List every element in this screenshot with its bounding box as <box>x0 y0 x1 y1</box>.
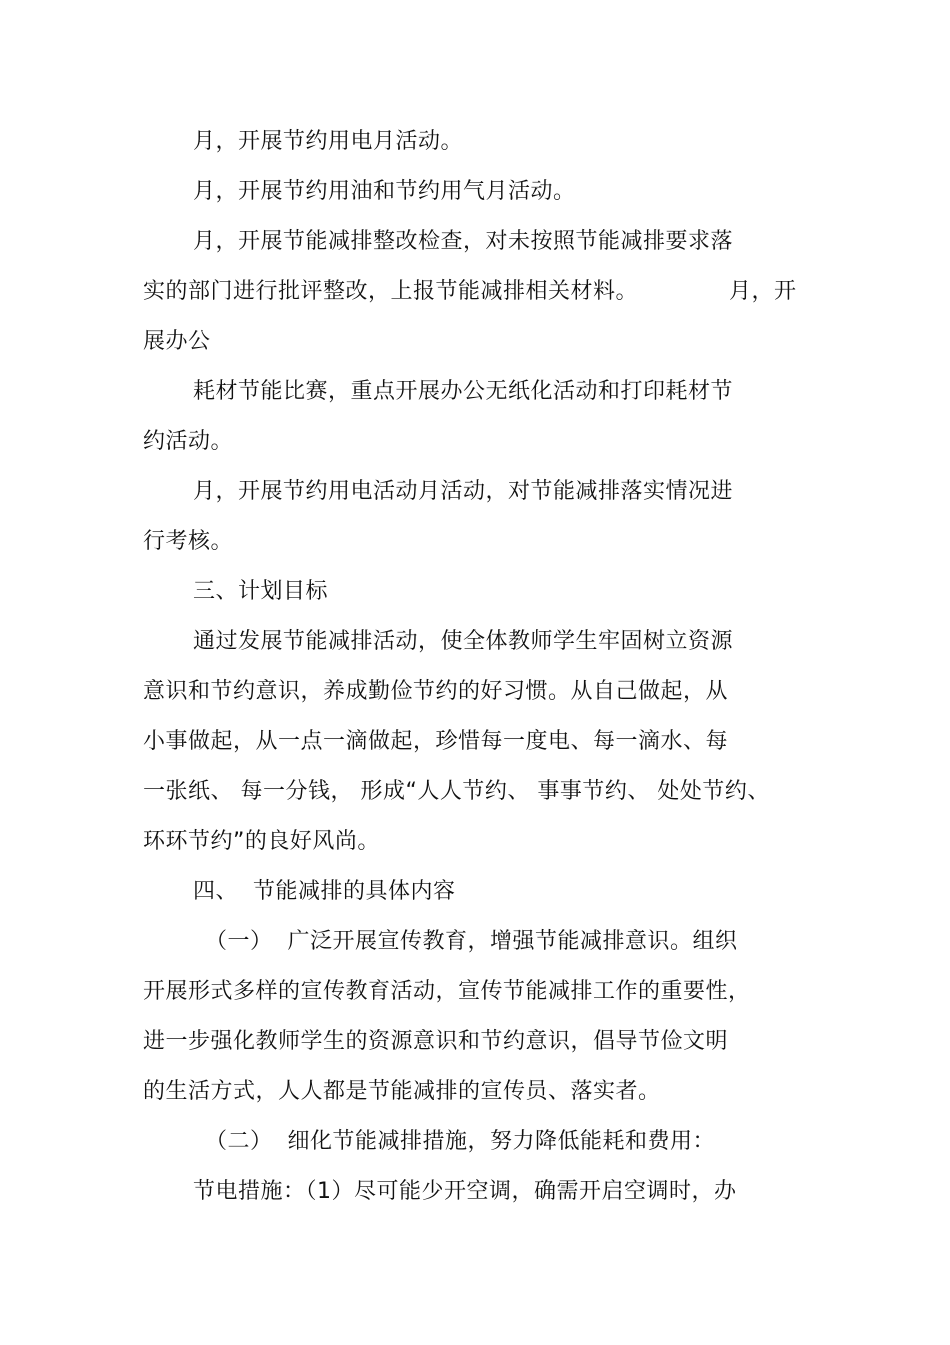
section-heading: 四、 节能减排的具体内容 <box>193 879 456 904</box>
paragraph-line: 小事做起，从一点一滴做起，珍惜每一度电、每一滴水、每 <box>143 729 729 754</box>
paragraph-line: 一张纸、 每一分钱， 形成“人人节约、 事事节约、 处处节约、 <box>143 779 770 804</box>
paragraph-line: 月，开展节约用电月活动。 <box>193 129 464 154</box>
paragraph-line: 开展形式多样的宣传教育活动，宣传节能减排工作的重要性， <box>143 979 751 1004</box>
paragraph-line: （一） 广泛开展宣传教育，增强节能减排意识。组织 <box>205 929 738 954</box>
paragraph-line: 的生活方式，人人都是节能减排的宣传员、落实者。 <box>143 1079 661 1104</box>
paragraph-line: 月，开展节约用油和节约用气月活动。 <box>193 179 576 204</box>
paragraph-line: （二） 细化节能减排措施，努力降低能耗和费用： <box>205 1129 715 1154</box>
paragraph-line: 进一步强化教师学生的资源意识和节约意识，倡导节俭文明 <box>143 1029 729 1054</box>
paragraph-line: 行考核。 <box>143 529 234 554</box>
paragraph-line: 耗材节能比赛，重点开展办公无纸化活动和打印耗材节 <box>193 379 734 404</box>
paragraph-line: 月，开展节能减排整改检查，对未按照节能减排要求落 <box>193 229 734 254</box>
paragraph-line: 约活动。 <box>143 429 234 454</box>
paragraph-line: 意识和节约意识，养成勤俭节约的好习惯。从自己做起，从 <box>143 679 729 704</box>
paragraph-line: 环环节约”的良好风尚。 <box>143 829 380 854</box>
section-heading: 三、计划目标 <box>193 579 329 604</box>
paragraph-line: 通过发展节能减排活动，使全体教师学生牢固树立资源 <box>193 629 734 654</box>
paragraph-line: 月，开 <box>729 279 797 304</box>
paragraph-line: 实的部门进行批评整改，上报节能减排相关材料。 <box>143 279 639 304</box>
paragraph-line: 节电措施：（1）尽可能少开空调，确需开启空调时，办 <box>193 1179 737 1204</box>
paragraph-line: 展办公 <box>143 329 211 354</box>
paragraph-line: 月，开展节约用电活动月活动，对节能减排落实情况进 <box>193 479 734 504</box>
